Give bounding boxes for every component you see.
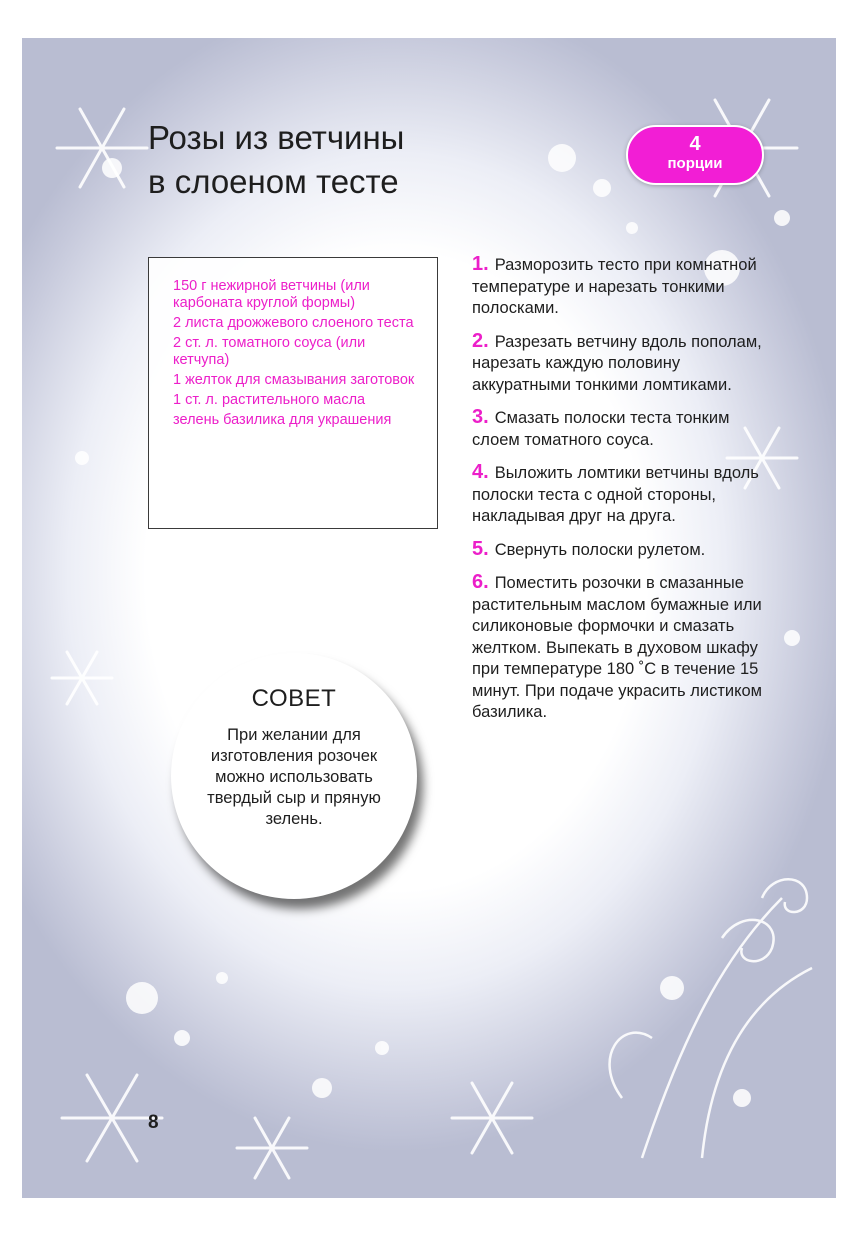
portions-label: порции	[667, 155, 723, 172]
step-number: 1.	[472, 253, 489, 275]
step-item	[472, 254, 772, 320]
step-item	[472, 407, 772, 451]
tip-circle	[171, 653, 417, 899]
step-text: Разрезать ветчину вдоль пополам, нарезать каждую половину аккуратными тонкими ломтиками.	[472, 332, 762, 394]
step-number: 6.	[472, 571, 489, 593]
tip-title: СОВЕТ	[251, 685, 337, 712]
ingredient-item: зелень базилика для украшения	[173, 412, 392, 428]
portions-badge	[626, 125, 764, 185]
step-text: Разморозить тесто при комнатной температуре и нарезать тонкими полосками.	[472, 256, 757, 317]
recipe-title	[148, 116, 568, 204]
portions-number: 4	[689, 133, 701, 155]
steps-list	[472, 254, 772, 735]
step-number: 3.	[472, 406, 489, 428]
tip-text: При желании для изготовления розочек можно использовать твердый сыр и пряную зелень.	[207, 726, 381, 828]
step-text: Поместить розочки в смазанные растительным маслом бумажные или силиконовые формочки и смазать желтком. Выпекать в духовом шкафу при температуре 180 ˚C в течение 15 минут. При подаче украсить листиком базилика.	[472, 574, 763, 721]
step-number: 5.	[472, 537, 489, 560]
ingredients-box	[148, 257, 438, 529]
ingredient-item: 2 ст. л. томатного соуса (или кетчупа)	[173, 335, 366, 368]
step-text: Выложить ломтики ветчины вдоль полоски теста с одной стороны, накладывая друг на друга.	[472, 464, 759, 525]
step-item	[472, 462, 772, 528]
step-number: 4.	[472, 461, 489, 483]
title-line-1: Розы из ветчины	[148, 119, 405, 156]
step-item	[472, 572, 772, 724]
ingredient-item: 1 желток для смазывания заготовок	[173, 372, 415, 388]
ingredient-item: 2 листа дрожжевого слоеного теста	[173, 315, 414, 331]
title-line-2: в слоеном тесте	[148, 163, 399, 200]
ingredient-item: 150 г нежирной ветчины (или карбоната круглой формы)	[173, 278, 370, 311]
step-number: 2.	[472, 329, 489, 352]
page-number: 8	[148, 1112, 159, 1133]
step-text: Свернуть полоски рулетом.	[494, 540, 706, 559]
step-item	[472, 331, 772, 397]
step-item	[472, 539, 772, 562]
ingredient-item: 1 ст. л. растительного масла	[173, 392, 366, 408]
step-text: Смазать полоски теста тонким слоем томатного соуса.	[472, 409, 730, 449]
